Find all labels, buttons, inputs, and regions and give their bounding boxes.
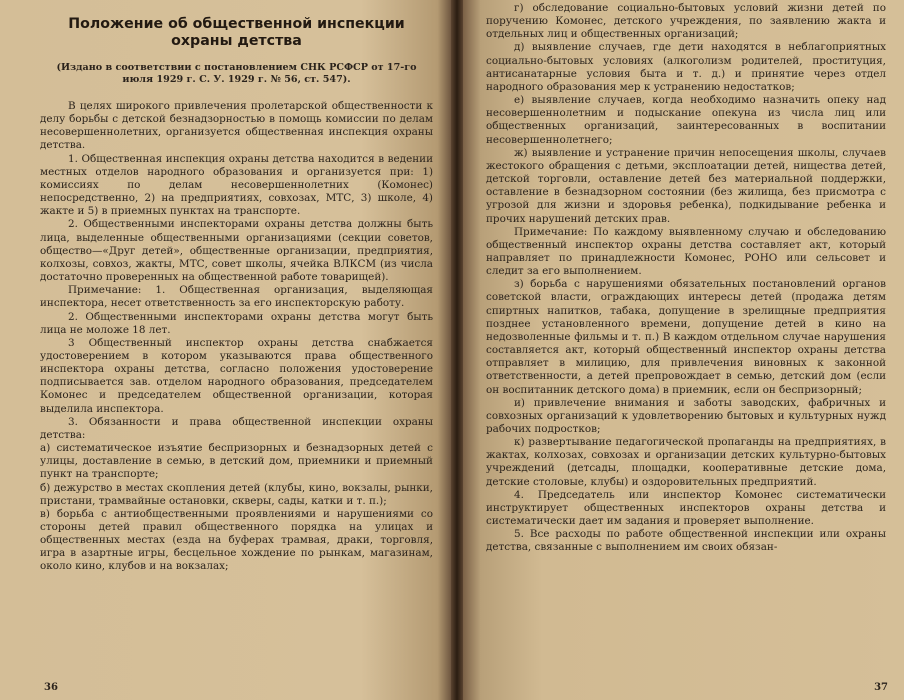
paragraph-intro: В целях широкого привлечения пролетарской общественности к делу борьбы с детской безнадзорностью в помощь комиссии по делам несовершеннолетних, организуется общественная инспекция охраны детства.: [40, 100, 433, 152]
paragraph-4: 4. Председатель или инспектор Комонес систематически инструктирует общественных инспекторов охраны детства и систематически дает им задания и проверяет выполнение.: [486, 488, 886, 528]
note-2: 2. Общественными инспекторами охраны детства могут быть лица не моложе 18 лет.: [40, 310, 433, 336]
item-v: в) борьба с антиобщественными проявлениями и нарушениями со стороны детей правил общественного порядка на улицах и общественных местах (езда на буферах трамвая, драки, торговля, игра в азартные игры, бесцельное хождение по рынкам, магазинам, около кино, клубов и на вокзалах;: [40, 507, 433, 573]
item-d: д) выявление случаев, где дети находятся в неблагоприятных социально-бытовых условиях (алкоголизм родителей, проституция, антисанатарные условия быта и т. д.) и принятие через отдел народного образования мер к устранению недостатков;: [486, 41, 886, 93]
book-gutter: [451, 0, 463, 700]
item-k: к) развертывание педагогической пропаганды на предприятиях, в жактах, колхозах, совхозах и организации детских культурно-бытовых учреждений (детсады, площадки, кооперативные детские дома, детские столовые, клубы) и оздоровительных предприятий.: [486, 436, 886, 488]
paragraph-3-duties-heading: 3. Обязанности и права общественной инспекции охраны детства:: [40, 415, 433, 441]
item-g: г) обследование социально-бытовых условий жизни детей по поручению Комонес, детского учреждения, по заявлению жакта и отдельных лиц и общественных организаций;: [486, 2, 886, 41]
item-a: а) систематическое изъятие беспризорных и безнадзорных детей с улицы, доставление в семью, в детский дом, приемники и приемный пункт на транспорте;: [40, 442, 433, 481]
item-z: з) борьба с нарушениями обязательных постановлений органов советской власти, ограждающих интересы детей (продажа детям спиртных напитков, табака, допущение в зрелищные предприятия позднее установленного времени, допущение детей в кино на недозволенные фильмы и т. п.) В каждом отдельном случае нарушения составляется акт, который общественный инспектор охраны детства отправляет в милицию, для привлечения виновных к законной ответственности, а детей препровождает в семью, детский дом (если он воспитанник детского дома) в приемник, если он беспризорный;: [486, 278, 886, 396]
paragraph-2: 2. Общественными инспекторами охраны детства должны быть лица, выделенные общественными организациями (секции советов, общество—«Друг детей», общественные организации, предприятия, колхозы, совхоз, жакты, МТС, совет школы, ячейка ВЛКСМ (из числа достаточно проверенных на общественной работе товарищей).: [40, 218, 433, 284]
note-right: Примечание: По каждому выявленному случаю и обследованию общественный инспектор охраны детства составляет акт, который направляет по принадлежности Комонес, РОНО или сельсовет и следит за его выполнением.: [486, 225, 886, 278]
document-subtitle: (Издано в соответствии с постановлением СНК РСФСР от 17-го июля 1929 г. С. У. 1929 г. № 56, ст. 547).: [56, 62, 417, 85]
note-1: Примечание: 1. Общественная организация, выделяющая инспектора, несет ответственность за его инспекторскую работу.: [40, 284, 433, 310]
item-b: б) дежурство в местах скопления детей (клубы, кино, вокзалы, рынки, пристани, трамвайные остановки, скверы, сады, катки и т. п.);: [40, 481, 433, 507]
item-e: е) выявление случаев, когда необходимо назначить опеку над несовершеннолетним и подыскание опекуна из числа лиц или общественных организаций, заинтересованных в воспитании несовершеннолетнего;: [486, 94, 886, 146]
page-number-right: 37: [874, 681, 888, 693]
item-i: и) привлечение внимания и заботы заводских, фабричных и совхозных организаций к удовлетворению бытовых и культурных нужд рабочих подростков;: [486, 396, 886, 435]
document-title: Положение об общественной инспекции охраны детства: [68, 16, 405, 49]
item-zh: ж) выявление и устранение причин непосещения школы, случаев жестокого обращения с детьми, эксплоатации детей, нищества детей, детской торговли, оставление детей без материальной поддержки, оставление в безнадзорном состоянии (без жилища, без присмотра с угрозой для жизни и здоровья ребенка), подкидывание ребенка и прочих нарушений детских прав.: [486, 146, 886, 225]
paragraph-5: 5. Все расходы по работе общественной инспекции или охраны детства, связанные с выполнением им своих обязан-: [486, 528, 886, 554]
right-page: [463, 0, 904, 700]
paragraph-3-certificate: 3 Общественный инспектор охраны детства снабжается удостоверением в котором указываются права общественного инспектора охраны детства, согласно положения удостоверение подписывается зав. отделом народного образования, председателем Комонес и председателем общественной организации, которая выделила инспектора.: [40, 336, 433, 415]
paragraph-1: 1. Общественная инспекция охраны детства находится в ведении местных отделов народного образования и организуется при: 1) комиссиях по делам несовершеннолетних (Комонес) непосредственно, 2) на предприятиях, совхозах, МТС, 3) школе, 4) жакте и 5) в приемных пунктах на транспорте.: [40, 152, 433, 218]
left-page: [0, 0, 451, 700]
page-number-left: 36: [44, 681, 58, 693]
